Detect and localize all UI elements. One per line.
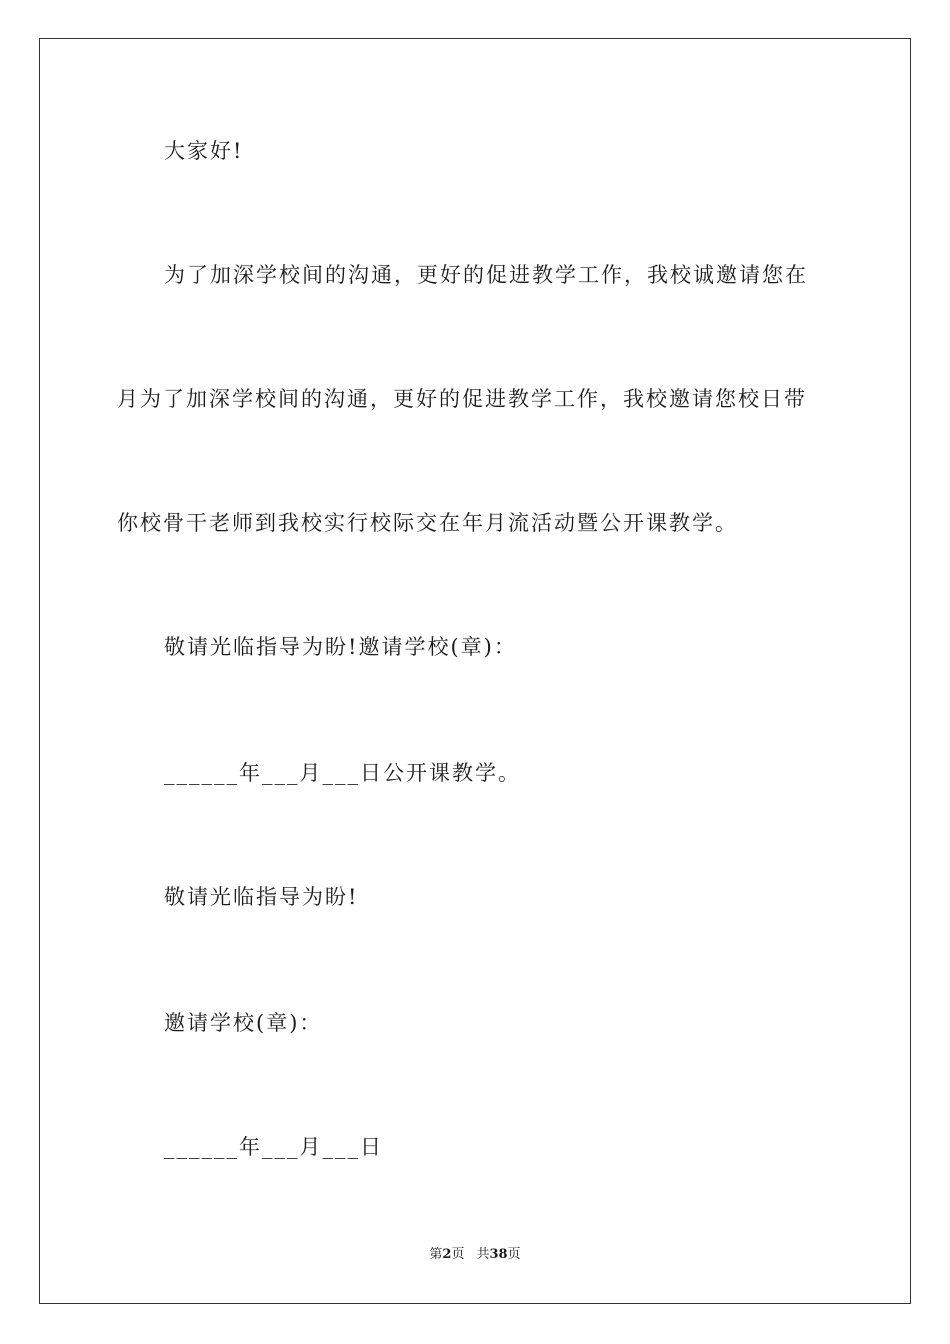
date-line-2: ______年___月___日	[164, 1135, 383, 1159]
paragraph-line-2: 月为了加深学校间的沟通，更好的促进教学工作，我校邀请您校日带	[117, 387, 807, 411]
paragraph-line-1: 为了加深学校间的沟通，更好的促进教学工作，我校诚邀请您在	[164, 263, 808, 287]
page-border	[39, 38, 911, 1304]
page-current-number: 2	[442, 1247, 452, 1262]
invite-line-2: 敬请光临指导为盼!	[164, 885, 359, 909]
total-suffix: 页	[507, 1247, 521, 1262]
invite-line-1: 敬请光临指导为盼!邀请学校(章)：	[164, 635, 517, 659]
page-suffix: 页	[451, 1247, 465, 1262]
greeting-line: 大家好!	[164, 139, 244, 163]
school-seal-line: 邀请学校(章)：	[164, 1011, 323, 1035]
total-prefix: 共	[476, 1247, 490, 1262]
page-total-number: 38	[489, 1247, 508, 1262]
page-footer	[0, 1246, 950, 1264]
page-prefix: 第	[429, 1247, 443, 1262]
date-line-1: ______年___月___日公开课教学。	[164, 761, 521, 785]
paragraph-line-3: 你校骨干老师到我校实行校际交在年月流活动暨公开课教学。	[117, 511, 738, 535]
